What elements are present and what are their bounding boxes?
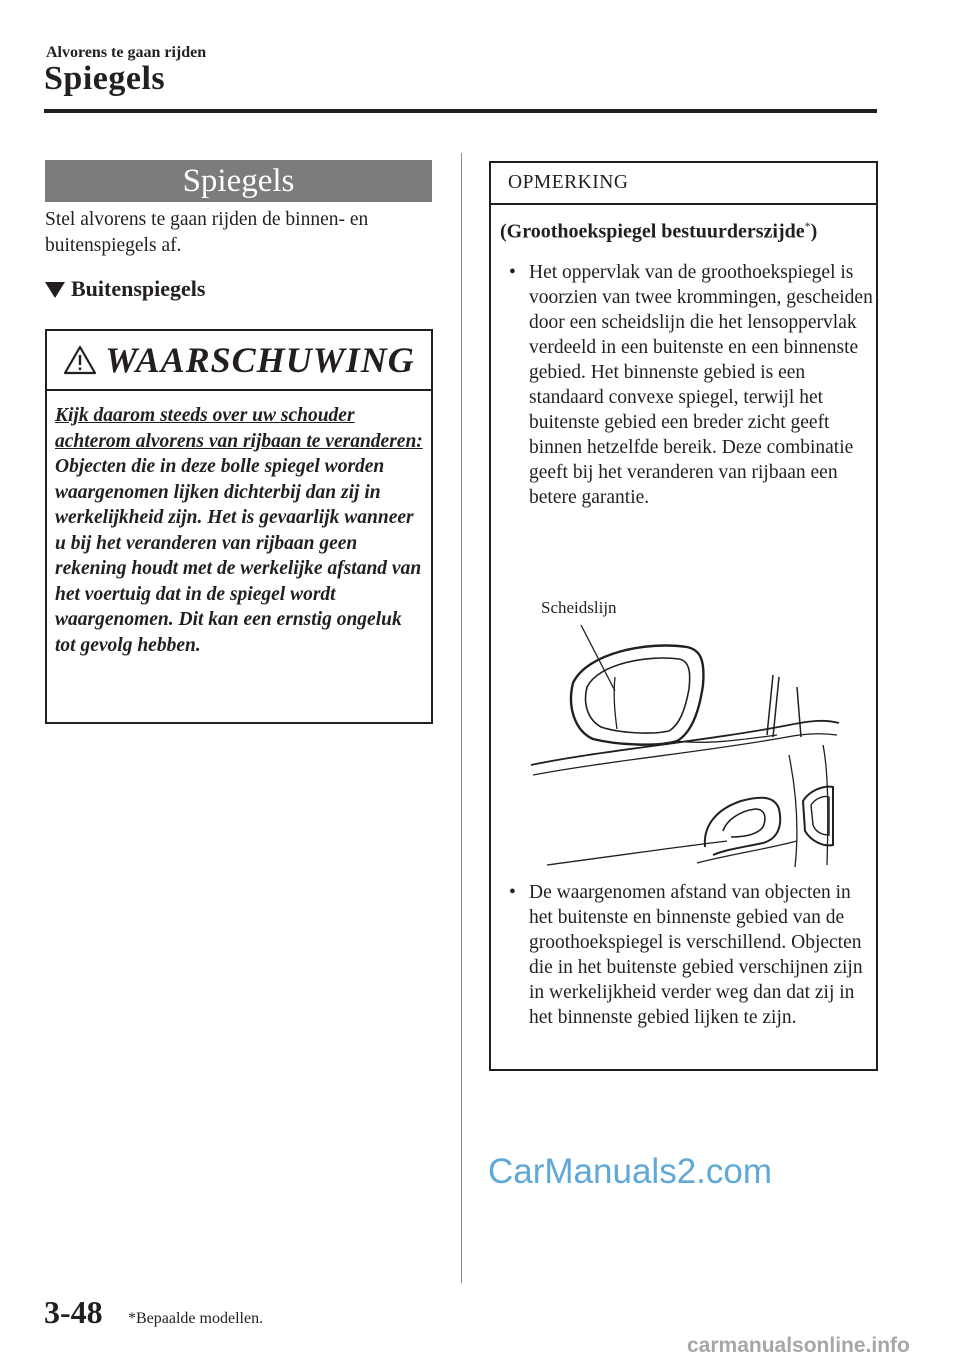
bullet-text: De waargenomen afstand van objecten in het buitenste en binnenste gebied van de groothoekspiegel is verschillend. Objecten die in het buitenste gebied verschijnen zijn in werkelijkheid verder weg dan dat zij in het binnenste gebied lijken te zijn. [529,882,863,1028]
triangle-down-icon [45,282,65,298]
warning-body [55,403,427,658]
list-item [505,260,873,510]
warning-title: WAARSCHUWING [105,340,415,380]
warning-header [47,331,431,391]
bullet-text: Het oppervlak van de groothoekspiegel is voorzien van twee krommingen, gescheiden door een scheidslijn die het lensoppervlak verdeeld in een buitenste en een binnenste gebied. Het binnenste gebied is een standaard convexe spiegel, terwijl het buitenste gebied een breder zicht geeft binnen hetzelfde bereik. Deze combinatie geeft bij het veranderen van rijbaan een betere garantie. [529,262,873,508]
warning-box [45,329,433,724]
section-banner: Spiegels [45,160,432,202]
note-header [491,163,876,205]
bullet-marker: • [509,262,516,283]
chapter-title: Alvorens te gaan rijden [46,44,207,61]
note-subtitle-text: (Groothoekspiegel bestuurderszijde [500,220,805,243]
bullet-marker: • [509,882,516,903]
footnote-mark: * [804,219,811,233]
warning-triangle-icon [63,345,97,375]
footnote: *Bepaalde modellen. [128,1310,264,1327]
note-subtitle [500,219,817,244]
header-rule [44,109,877,113]
note-title: OPMERKING [508,172,629,193]
subsection-heading [45,276,205,302]
note-box [489,161,878,1071]
site-credit: carmanualsonline.info [687,1334,910,1357]
page-number: 3-48 [44,1294,103,1330]
intro-text: Stel alvorens te gaan rijden de binnen- en buitenspiegels af. [45,209,369,256]
subsection-label: Buitenspiegels [71,276,206,301]
column-divider [461,153,462,1283]
note-subtitle-close: ) [810,220,818,243]
watermark: CarManuals2.com [488,1152,772,1191]
warning-lead: Kijk daarom steeds over uw schouder achterom alvorens van rijbaan te veranderen: [55,405,423,452]
page-title: Spiegels [44,60,166,97]
side-mirror-illustration [527,595,847,875]
warning-text: Objecten die in deze bolle spiegel worden waargenomen lijken dichterbij dan zij in werkelijkheid zijn. Het is gevaarlijk wanneer u bij het veranderen van rijbaan geen rekening houdt met de werkelijke afstand van het voertuig dat in de spiegel wordt waargenomen. Dit kan een ernstig ongeluk tot gevolg hebben. [55,456,422,656]
figure-label: Scheidslijn [541,598,617,617]
list-item [505,880,873,1030]
